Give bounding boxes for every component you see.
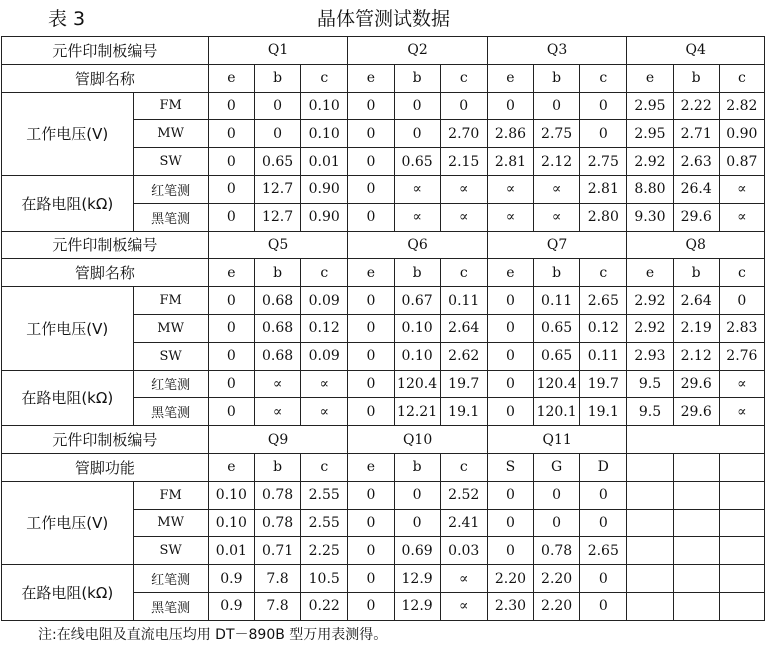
value-cell: 0.01	[208, 537, 254, 565]
pin-name-cell: b	[254, 453, 300, 481]
mode-label: SW	[133, 342, 208, 370]
value-cell: 0	[348, 565, 394, 593]
value-cell: 2.83	[719, 314, 764, 342]
value-cell: 0.65	[534, 342, 580, 370]
value-cell: 2.19	[673, 314, 719, 342]
value-cell: 7.8	[254, 565, 300, 593]
value-cell: 0	[534, 92, 580, 120]
pin-name-cell: e	[208, 64, 254, 92]
value-cell: 29.6	[673, 370, 719, 398]
value-cell: 0	[487, 481, 533, 509]
value-cell: 19.1	[580, 398, 627, 426]
table-footnote: 注:在线电阻及直流电压均用 DT－890B 型万用表测得。	[38, 627, 388, 643]
value-cell	[627, 509, 673, 537]
value-cell: 9.5	[627, 398, 673, 426]
pin-label: 管脚名称	[2, 259, 209, 287]
value-cell: 2.22	[673, 92, 719, 120]
value-cell	[627, 481, 673, 509]
pin-name-cell: b	[394, 453, 440, 481]
mode-label: SW	[133, 537, 208, 565]
value-cell: 0	[394, 92, 440, 120]
pin-name-cell: S	[487, 453, 533, 481]
mode-label: FM	[133, 92, 208, 120]
part-header-label: 元件印制板编号	[2, 37, 209, 65]
value-cell: 0	[487, 370, 533, 398]
value-cell: 0.65	[254, 148, 300, 176]
value-cell: 0.67	[394, 287, 440, 315]
value-cell: 0	[348, 370, 394, 398]
value-cell: 0.65	[534, 314, 580, 342]
value-cell: 2.30	[487, 592, 533, 620]
pin-name-cell: G	[534, 453, 580, 481]
pin-name-cell	[673, 453, 719, 481]
value-cell: 2.55	[301, 481, 348, 509]
pin-label: 管脚功能	[2, 453, 209, 481]
value-cell: 0	[394, 481, 440, 509]
group-label: 在路电阻(kΩ)	[2, 370, 134, 426]
value-cell: ∝	[301, 370, 348, 398]
pin-row	[2, 64, 765, 92]
pin-name-cell: e	[627, 259, 673, 287]
value-cell: 0	[580, 592, 627, 620]
value-cell: 2.76	[719, 342, 764, 370]
value-cell: ∝	[719, 370, 764, 398]
pin-name-cell: b	[254, 259, 300, 287]
value-cell: 0.9	[208, 565, 254, 593]
table-number: 表 3	[48, 8, 86, 30]
value-cell: 120.4	[394, 370, 440, 398]
value-cell: 120.1	[534, 398, 580, 426]
table-row	[2, 287, 765, 315]
value-cell: 0.10	[394, 314, 440, 342]
value-cell: ∝	[534, 175, 580, 203]
mode-label: 黑笔测	[133, 398, 208, 426]
pin-name-cell: c	[580, 259, 627, 287]
value-cell: 2.20	[534, 592, 580, 620]
part-id-cell: Q4	[627, 37, 765, 65]
value-cell: 0.9	[208, 592, 254, 620]
value-cell: ∝	[719, 203, 764, 231]
value-cell: ∝	[440, 565, 487, 593]
value-cell: ∝	[254, 370, 300, 398]
group-label: 在路电阻(kΩ)	[2, 565, 134, 621]
value-cell	[719, 592, 764, 620]
pin-name-cell: c	[440, 259, 487, 287]
pin-name-cell: e	[627, 64, 673, 92]
value-cell: 19.1	[440, 398, 487, 426]
value-cell: 0.90	[301, 175, 348, 203]
value-cell: 0.68	[254, 342, 300, 370]
value-cell: 8.80	[627, 175, 673, 203]
value-cell: ∝	[719, 175, 764, 203]
table-row	[2, 92, 765, 120]
value-cell: 9.30	[627, 203, 673, 231]
mode-label: MW	[133, 509, 208, 537]
value-cell: 0	[254, 92, 300, 120]
value-cell: 0.10	[301, 92, 348, 120]
value-cell: ∝	[440, 175, 487, 203]
part-header-label: 元件印制板编号	[2, 426, 209, 454]
mode-label: 黑笔测	[133, 203, 208, 231]
value-cell: 0.10	[208, 481, 254, 509]
value-cell: 2.15	[440, 148, 487, 176]
value-cell: 2.81	[487, 148, 533, 176]
value-cell: ∝	[719, 398, 764, 426]
pin-name-cell: c	[580, 64, 627, 92]
value-cell: 2.93	[627, 342, 673, 370]
value-cell: 0.78	[254, 509, 300, 537]
value-cell: 0	[534, 481, 580, 509]
value-cell: 0.12	[580, 314, 627, 342]
value-cell: 2.64	[440, 314, 487, 342]
value-cell: ∝	[394, 203, 440, 231]
value-cell: 0	[580, 92, 627, 120]
value-cell: 2.80	[580, 203, 627, 231]
value-cell: 0.71	[254, 537, 300, 565]
group-label: 在路电阻(kΩ)	[2, 175, 134, 231]
pin-name-cell: e	[487, 259, 533, 287]
value-cell: 0	[208, 148, 254, 176]
value-cell: 0	[394, 509, 440, 537]
value-cell: 0.90	[719, 120, 764, 148]
pin-name-cell: c	[719, 64, 764, 92]
value-cell: 7.8	[254, 592, 300, 620]
pin-name-cell: e	[348, 259, 394, 287]
value-cell: 2.20	[487, 565, 533, 593]
value-cell: 0.09	[301, 342, 348, 370]
value-cell: 0	[487, 287, 533, 315]
value-cell: 2.41	[440, 509, 487, 537]
pin-name-cell: e	[208, 453, 254, 481]
value-cell: 0	[487, 342, 533, 370]
value-cell: 0	[580, 481, 627, 509]
value-cell: 2.71	[673, 120, 719, 148]
mode-label: 红笔测	[133, 175, 208, 203]
table-row	[2, 565, 765, 593]
pin-name-cell: b	[394, 259, 440, 287]
value-cell: 0.11	[580, 342, 627, 370]
part-header-row	[2, 37, 765, 65]
part-id-cell: Q9	[208, 426, 348, 454]
table-row	[2, 370, 765, 398]
part-id-cell: Q8	[627, 231, 765, 259]
value-cell: 26.4	[673, 175, 719, 203]
value-cell: 0.65	[394, 148, 440, 176]
value-cell: 0	[348, 398, 394, 426]
pin-name-cell: b	[534, 64, 580, 92]
value-cell: 0.10	[301, 120, 348, 148]
value-cell: 2.20	[534, 565, 580, 593]
value-cell: 0.09	[301, 287, 348, 315]
value-cell: 2.12	[534, 148, 580, 176]
value-cell: 2.52	[440, 481, 487, 509]
value-cell: 12.9	[394, 592, 440, 620]
value-cell: 19.7	[440, 370, 487, 398]
pin-name-cell	[719, 453, 764, 481]
value-cell: 0.87	[719, 148, 764, 176]
value-cell: 0.22	[301, 592, 348, 620]
value-cell	[673, 537, 719, 565]
value-cell: 0.78	[534, 537, 580, 565]
value-cell: 0	[348, 342, 394, 370]
table-title: 晶体管测试数据	[316, 8, 450, 30]
value-cell: 0	[348, 287, 394, 315]
mode-label: 红笔测	[133, 565, 208, 593]
value-cell: 0	[208, 175, 254, 203]
value-cell: 0	[254, 120, 300, 148]
part-id-cell: Q10	[348, 426, 488, 454]
group-label: 工作电压(V)	[2, 287, 134, 370]
value-cell: 0	[580, 565, 627, 593]
value-cell: 0	[208, 370, 254, 398]
value-cell: 0	[348, 175, 394, 203]
value-cell: 0	[580, 509, 627, 537]
value-cell	[719, 509, 764, 537]
pin-name-cell: c	[301, 64, 348, 92]
mode-label: 红笔测	[133, 370, 208, 398]
part-header-label: 元件印制板编号	[2, 231, 209, 259]
pin-name-cell: e	[487, 64, 533, 92]
part-id-cell: Q2	[348, 37, 488, 65]
value-cell: 19.7	[580, 370, 627, 398]
value-cell	[673, 481, 719, 509]
value-cell: 29.6	[673, 203, 719, 231]
mode-label: 黑笔测	[133, 592, 208, 620]
value-cell: 2.65	[580, 537, 627, 565]
pin-name-cell: c	[440, 64, 487, 92]
value-cell: 0	[348, 148, 394, 176]
value-cell: ∝	[254, 398, 300, 426]
group-label: 工作电压(V)	[2, 481, 134, 564]
value-cell: 0.10	[208, 509, 254, 537]
value-cell: ∝	[534, 203, 580, 231]
part-header-row	[2, 426, 765, 454]
transistor-test-table	[1, 36, 765, 621]
value-cell: 0	[348, 481, 394, 509]
value-cell: 0.90	[301, 203, 348, 231]
value-cell: 2.95	[627, 92, 673, 120]
value-cell: 0	[440, 92, 487, 120]
mode-label: FM	[133, 481, 208, 509]
value-cell: 0	[208, 287, 254, 315]
value-cell	[719, 565, 764, 593]
pin-name-cell: b	[673, 259, 719, 287]
value-cell: 0	[208, 92, 254, 120]
value-cell: 2.81	[580, 175, 627, 203]
value-cell	[673, 592, 719, 620]
pin-name-cell: e	[208, 259, 254, 287]
value-cell: 2.25	[301, 537, 348, 565]
part-id-cell	[627, 426, 765, 454]
value-cell: 0	[348, 120, 394, 148]
part-id-cell: Q7	[487, 231, 627, 259]
value-cell: 0	[487, 314, 533, 342]
value-cell	[627, 592, 673, 620]
value-cell: 0	[719, 287, 764, 315]
value-cell: ∝	[487, 203, 533, 231]
pin-name-cell: c	[440, 453, 487, 481]
part-id-cell: Q6	[348, 231, 488, 259]
part-id-cell: Q3	[487, 37, 627, 65]
part-header-row	[2, 231, 765, 259]
value-cell: 0.68	[254, 287, 300, 315]
value-cell: 29.6	[673, 398, 719, 426]
value-cell: 2.95	[627, 120, 673, 148]
pin-name-cell: b	[534, 259, 580, 287]
value-cell: 0.03	[440, 537, 487, 565]
pin-name-cell: b	[254, 64, 300, 92]
mode-label: SW	[133, 148, 208, 176]
value-cell: 2.82	[719, 92, 764, 120]
value-cell: 0.69	[394, 537, 440, 565]
pin-name-cell: b	[673, 64, 719, 92]
value-cell: 0	[208, 398, 254, 426]
value-cell	[673, 565, 719, 593]
value-cell: 2.92	[627, 314, 673, 342]
value-cell: 0.12	[301, 314, 348, 342]
value-cell: 2.55	[301, 509, 348, 537]
value-cell	[719, 537, 764, 565]
value-cell: ∝	[487, 175, 533, 203]
value-cell: 0.11	[534, 287, 580, 315]
value-cell	[627, 565, 673, 593]
group-label: 工作电压(V)	[2, 92, 134, 175]
value-cell: 0.10	[394, 342, 440, 370]
value-cell: 2.70	[440, 120, 487, 148]
pin-name-cell: c	[301, 453, 348, 481]
mode-label: MW	[133, 314, 208, 342]
value-cell: 2.75	[580, 148, 627, 176]
value-cell: 0	[348, 92, 394, 120]
value-cell: 12.7	[254, 203, 300, 231]
value-cell: 0	[348, 537, 394, 565]
value-cell: 12.21	[394, 398, 440, 426]
part-id-cell: Q1	[208, 37, 348, 65]
pin-name-cell: c	[301, 259, 348, 287]
value-cell: 12.9	[394, 565, 440, 593]
value-cell: 9.5	[627, 370, 673, 398]
value-cell: 0	[348, 509, 394, 537]
value-cell: 0	[208, 203, 254, 231]
value-cell: 0.78	[254, 481, 300, 509]
part-id-cell: Q11	[487, 426, 627, 454]
value-cell	[673, 509, 719, 537]
value-cell: 2.92	[627, 287, 673, 315]
value-cell: 120.4	[534, 370, 580, 398]
value-cell: 2.65	[580, 287, 627, 315]
pin-name-cell: D	[580, 453, 627, 481]
value-cell	[627, 537, 673, 565]
value-cell: 12.7	[254, 175, 300, 203]
value-cell: 0	[580, 120, 627, 148]
part-id-cell: Q5	[208, 231, 348, 259]
value-cell: 0	[394, 120, 440, 148]
value-cell: 2.64	[673, 287, 719, 315]
value-cell: 0.01	[301, 148, 348, 176]
value-cell: 2.75	[534, 120, 580, 148]
value-cell: ∝	[440, 203, 487, 231]
value-cell: 2.92	[627, 148, 673, 176]
value-cell: 0.68	[254, 314, 300, 342]
value-cell: 2.12	[673, 342, 719, 370]
value-cell: 0	[534, 509, 580, 537]
value-cell: 0	[487, 537, 533, 565]
value-cell: 10.5	[301, 565, 348, 593]
value-cell: 0.11	[440, 287, 487, 315]
pin-name-cell: c	[719, 259, 764, 287]
pin-name-cell: e	[348, 64, 394, 92]
value-cell: 0	[348, 203, 394, 231]
pin-name-cell	[627, 453, 673, 481]
table-caption	[0, 0, 767, 34]
mode-label: MW	[133, 120, 208, 148]
table-row	[2, 481, 765, 509]
pin-row	[2, 453, 765, 481]
value-cell: 0	[208, 314, 254, 342]
table-row	[2, 175, 765, 203]
value-cell	[719, 481, 764, 509]
value-cell: 0	[208, 342, 254, 370]
pin-row	[2, 259, 765, 287]
value-cell: 0	[487, 398, 533, 426]
value-cell: 0	[487, 92, 533, 120]
pin-label: 管脚名称	[2, 64, 209, 92]
value-cell: 0	[208, 120, 254, 148]
value-cell: 2.62	[440, 342, 487, 370]
pin-name-cell: e	[348, 453, 394, 481]
value-cell: 0	[487, 509, 533, 537]
value-cell: 2.86	[487, 120, 533, 148]
value-cell: 2.63	[673, 148, 719, 176]
value-cell: ∝	[394, 175, 440, 203]
value-cell: 0	[348, 592, 394, 620]
mode-label: FM	[133, 287, 208, 315]
value-cell: 0	[348, 314, 394, 342]
value-cell: ∝	[440, 592, 487, 620]
pin-name-cell: b	[394, 64, 440, 92]
value-cell: ∝	[301, 398, 348, 426]
